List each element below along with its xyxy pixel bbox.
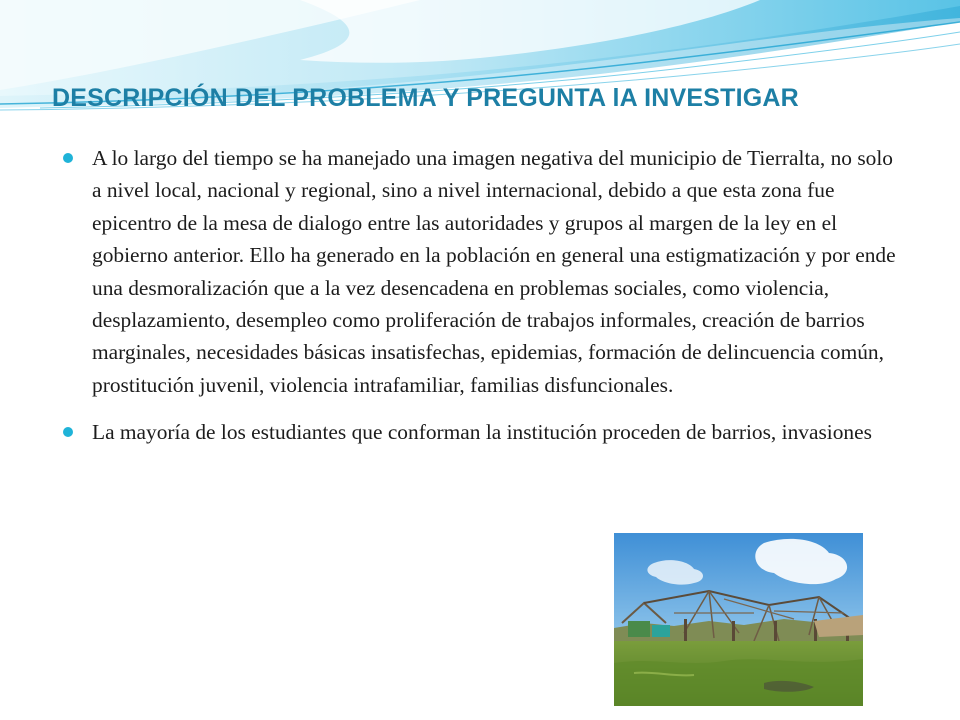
bullet-item	[60, 416, 902, 448]
bullet-dot-icon	[63, 427, 73, 437]
bullet-item	[60, 142, 902, 401]
bullet-text: A lo largo del tiempo se ha manejado una imagen negativa del municipio de Tierralta, no solo a nivel local, nacional y regional, sino a nivel internacional, debido a que esta zona fue epicentro de la mesa de dialogo entre las autoridades y grupos al margen de la ley en el gobierno anterior. Ello ha generado en la población en general una estigmatización y por ende una desmoralización que a la vez desencadena en problemas sociales, como violencia, desplazamiento, desempleo como proliferación de trabajos informales, creación de barrios marginales, necesidades básicas insatisfechas, epidemias, formación de delincuencia común, prostitución juvenil, violencia intrafamiliar, familias disfuncionales.	[92, 146, 896, 397]
bullet-text: La mayoría de los estudiantes que conforman la institución proceden de barrios, invasiones	[92, 420, 872, 445]
photo-hut-frame	[614, 533, 863, 706]
slide-title: DESCRIPCIÓN DEL PROBLEMA Y PREGUNTA lA INVESTIGAR	[52, 84, 799, 112]
bullet-list	[60, 142, 902, 449]
bullet-dot-icon	[63, 153, 73, 163]
